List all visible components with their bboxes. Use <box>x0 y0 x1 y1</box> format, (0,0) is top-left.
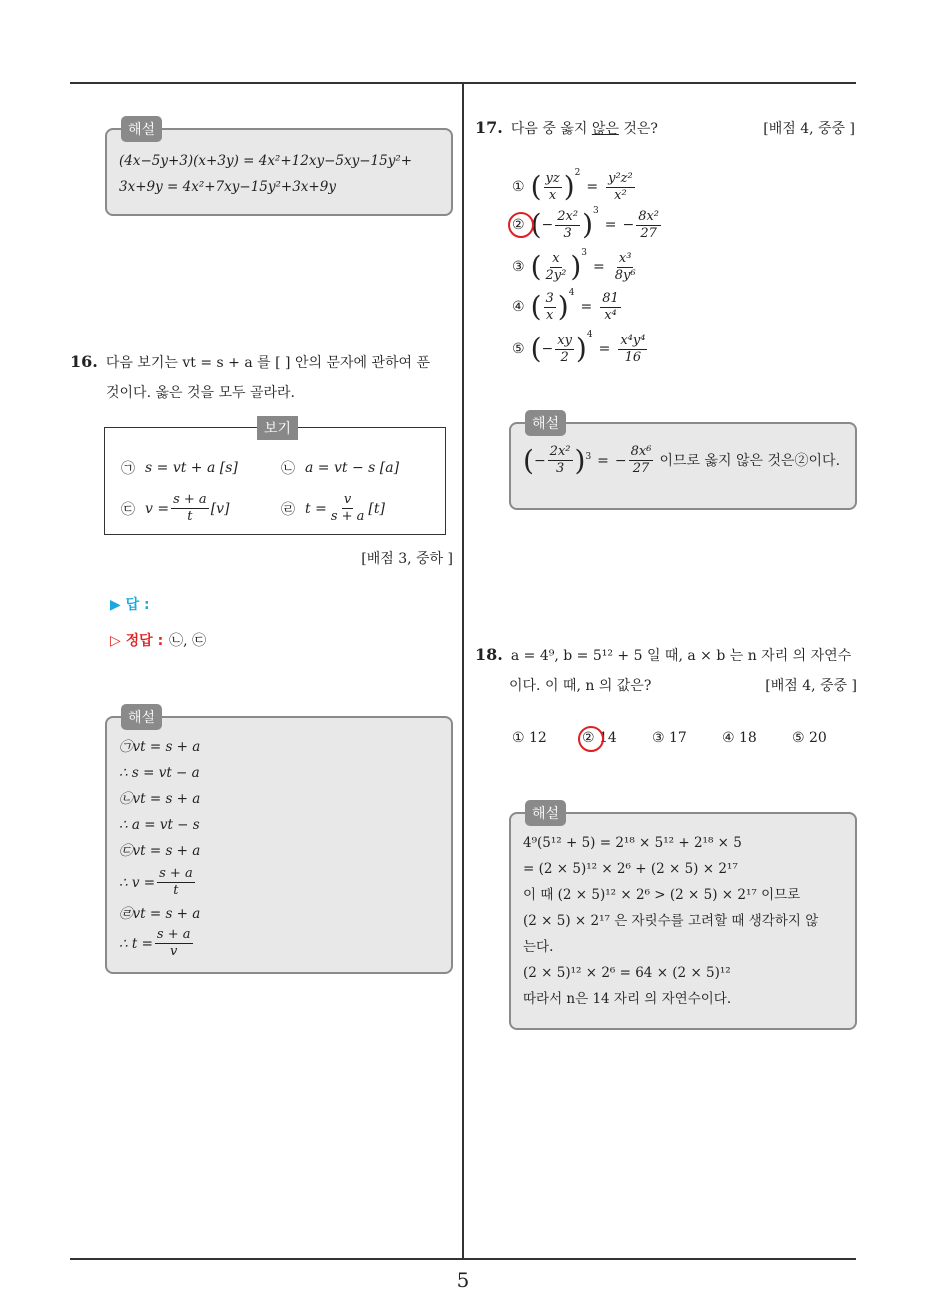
q18-sol-l4: (2 × 5) × 2¹⁷ 은 자릿수를 고려할 때 생각하지 않 <box>523 913 819 929</box>
q16-sol-l8-lhs: ∴ t = <box>119 935 153 952</box>
q17-sol-den: 3 <box>555 461 565 476</box>
q16-number: 16. <box>70 352 98 371</box>
bogi-den-d: s + a <box>330 509 365 524</box>
q17-number: 17. <box>475 118 503 137</box>
q16-sol-l8 <box>119 927 439 960</box>
q16-sol-l8-den: v <box>170 944 178 959</box>
bogi-tail-c: [v] <box>210 500 230 517</box>
q18-sol-l3: 이 때 (2 × 5)¹² × 2⁶ > (2 × 5) × 2¹⁷ 이므로 <box>523 887 801 903</box>
q17-question <box>475 118 855 138</box>
q17-sol-tail: 이므로 옳지 않은 것은②이다. <box>659 452 841 469</box>
c5-num: xy <box>557 332 572 348</box>
choice-mark: ① <box>512 730 525 746</box>
q17-text-post: 것은? <box>618 121 658 137</box>
c4-den: x <box>545 307 554 323</box>
q17-text-pre: 다음 중 옳지 <box>510 121 592 137</box>
c1-num: yz <box>545 170 560 186</box>
choice-mark: ③ <box>652 730 665 746</box>
solution-tab: 해설 <box>121 704 162 730</box>
bogi-mark-d: ㉣ <box>281 501 295 518</box>
correct-value: ㉡, ㉢ <box>169 633 207 649</box>
c2-rden: 27 <box>640 225 657 241</box>
c3-num: x <box>552 250 560 266</box>
choice-value: 18 <box>739 730 757 746</box>
c5-rden: 16 <box>624 349 642 365</box>
choice-mark: ② <box>512 217 525 233</box>
q18-choice-5[interactable] <box>792 730 852 746</box>
choice-mark: ③ <box>512 259 525 275</box>
q16-sol-l5: ㉢vt = s + a <box>119 843 201 859</box>
q17-selected-mark <box>508 212 534 238</box>
choice-value: 12 <box>529 730 547 746</box>
q17-choice-5[interactable]: ⑤ ( − $\frac{xy}{2}$ ) $^4$ = $\frac{\text{x⁴y⁴}}{16}$ <box>512 330 646 365</box>
bottom-rule <box>70 1258 856 1260</box>
q17-choice-2[interactable]: ② ( − $\frac{\text{2x²}}{3}$ ) $^3$ = − $\frac{\text{8x²}}{27}$ <box>512 206 660 241</box>
choice-mark: ① <box>512 179 525 195</box>
bogi-item-b <box>281 458 399 478</box>
q18-sol-l5: 는다. <box>523 939 554 955</box>
c3-exp: 3 <box>581 248 587 258</box>
q16-score: [배점 3, 중하 ] <box>361 551 453 567</box>
q18-text-line2: 이다. 이 때, n 의 값은? <box>509 678 652 694</box>
c4-rden: x⁴ <box>604 307 617 323</box>
q16-sol-l2: ∴ s = vt − a <box>119 765 200 781</box>
q18-choice-3[interactable] <box>652 730 722 746</box>
c5-rnum: x⁴y⁴ <box>620 332 646 348</box>
q16-text-line2: 것이다. 옳은 것을 모두 골라라. <box>106 385 295 401</box>
c4-exp: 4 <box>568 288 575 298</box>
q16-solution-box <box>105 710 453 974</box>
c2-den: 3 <box>563 225 572 241</box>
column-divider <box>462 84 464 1260</box>
q15-solution-box <box>105 122 453 216</box>
q18-question <box>475 645 857 695</box>
bogi-frac-c <box>171 492 209 525</box>
q16-sol-l1: ㉠vt = s + a <box>119 739 201 755</box>
bogi-mark-c: ㉢ <box>121 501 135 518</box>
q16-sol-l6-lhs: ∴ v = <box>119 874 156 891</box>
bogi-item-a <box>121 458 238 478</box>
bogi-mark-b: ㉡ <box>281 461 295 477</box>
bogi-tab: 보기 <box>257 416 298 440</box>
c2-rsign: − <box>622 217 635 233</box>
q18-selected-mark <box>578 726 604 752</box>
bogi-item-d <box>281 492 385 525</box>
q17-sol-rnum: 8x⁶ <box>630 444 652 459</box>
q17-choice-4[interactable]: ④ ( $\frac{3}{x}$ ) $^4$ = $\frac{81}{\text{x⁴}}$ <box>512 288 619 323</box>
c5-sign: − <box>541 341 554 357</box>
choice-mark: ④ <box>512 299 525 315</box>
q18-sol-l2: = (2 × 5)¹² × 2⁶ + (2 × 5) × 2¹⁷ <box>523 861 738 877</box>
c2-exp: 3 <box>593 206 599 216</box>
q15-solution-line1: (4x−5y+3)(x+3y) = 4x²+12xy−5xy−15y²+ <box>119 153 413 169</box>
bogi-den-c: t <box>187 509 193 524</box>
bogi-tail-d: [t] <box>368 500 385 517</box>
q16-sol-l4: ∴ a = vt − s <box>119 817 200 833</box>
bogi-item-c <box>121 492 230 525</box>
c2-sign: − <box>541 217 554 233</box>
q18-sol-l7: 따라서 n은 14 자리 의 자연수이다. <box>523 991 732 1007</box>
bogi-num-d: v <box>343 492 352 507</box>
q18-choice-4[interactable] <box>722 730 792 746</box>
q16-sol-l6-num: s + a <box>159 866 193 881</box>
q18-sol-l1: 4⁹(5¹² + 5) = 2¹⁸ × 5¹² + 2¹⁸ × 5 <box>523 835 742 851</box>
q18-choice-1[interactable] <box>512 730 582 746</box>
q18-sol-l6: (2 × 5)¹² × 2⁶ = 64 × (2 × 5)¹² <box>523 965 731 981</box>
c2-num: 2x² <box>557 208 579 224</box>
bogi-frac-d <box>329 492 367 525</box>
bogi-expr-a: s = vt + a [s] <box>145 460 238 476</box>
c1-den: x <box>548 187 557 203</box>
choice-value: 20 <box>809 730 827 746</box>
c1-rnum: y²z² <box>608 170 633 186</box>
q17-choice-3[interactable]: ③ ( $\frac{x}{\text{2y²}}$ ) $^3$ = $\frac{\text{x³}}{\text{8y⁶}}$ <box>512 248 636 283</box>
q16-sol-l6 <box>119 866 439 899</box>
q17-text-underlined: 않은 <box>591 121 619 137</box>
choice-mark: ⑤ <box>512 341 525 357</box>
choice-mark: ⑤ <box>792 730 805 746</box>
c4-rnum: 81 <box>602 290 619 306</box>
bogi-num-c: s + a <box>173 492 207 507</box>
q18-solution-box <box>509 806 857 1030</box>
c1-exp: 2 <box>574 168 581 178</box>
q16-bogi-box <box>104 421 446 535</box>
q18-text-line1: a = 4⁹, b = 5¹² + 5 일 때, a × b 는 n 자리 의 자연수 <box>510 648 852 664</box>
q17-sol-exp: 3 <box>585 452 592 462</box>
answer-label: ▶ 답 : <box>110 597 150 613</box>
bogi-lhs-d: t = <box>305 500 327 517</box>
solution-tab: 해설 <box>525 410 566 436</box>
correct-answer-row <box>110 630 206 650</box>
q17-solution-box: 해설 ( − $\frac{\text{2x²}}{3}$ ) $^3$ = − $\frac{\text{8x⁶}}{27}$ 이므로 옳지 않은 것은②이다. <box>509 422 857 510</box>
q15-solution-line2: 3x+9y = 4x²+7xy−15y²+3x+9y <box>119 179 336 195</box>
page-number: 5 <box>456 1268 470 1292</box>
solution-tab: 해설 <box>525 800 566 826</box>
q16-sol-l3: ㉡vt = s + a <box>119 791 201 807</box>
correct-label: ▷ 정답 : <box>110 633 164 649</box>
bogi-lhs-c: v = <box>145 500 170 517</box>
bogi-mark-a: ㉠ <box>121 461 135 477</box>
c5-den: 2 <box>560 349 569 365</box>
c5-exp: 4 <box>586 330 593 340</box>
q17-choice-1[interactable]: ① ( $\frac{yz}{x}$ ) $^2$ = $\frac{\text{y²z²}}{\text{x²}}$ <box>512 168 633 203</box>
q16-sol-l6-den: t <box>173 883 179 898</box>
bogi-expr-b: a = vt − s [a] <box>305 460 400 476</box>
choice-value: 17 <box>669 730 687 746</box>
solution-tab: 해설 <box>121 116 162 142</box>
q18-number: 18. <box>475 645 503 664</box>
q18-choices <box>512 730 852 746</box>
q16-question <box>70 352 460 402</box>
c2-rnum: 8x² <box>638 208 660 224</box>
q18-score: [배점 4, 중중 ] <box>765 678 857 694</box>
choice-mark: ② <box>582 730 595 746</box>
choice-mark: ④ <box>722 730 735 746</box>
c3-rnum: x³ <box>618 250 632 266</box>
c3-rden: 8y⁶ <box>614 267 636 283</box>
q16-sol-l8-num: s + a <box>156 927 191 942</box>
q16-sol-l7: ㉣vt = s + a <box>119 906 201 922</box>
q17-score: [배점 4, 중중 ] <box>763 121 855 137</box>
c3-den: 2y² <box>545 267 567 283</box>
c4-num: 3 <box>545 290 554 306</box>
q17-sol-rden: 27 <box>632 461 650 476</box>
choice-value: 14 <box>599 730 617 746</box>
q17-sol-num: 2x² <box>549 444 571 459</box>
c1-rden: x² <box>614 187 627 203</box>
q16-text-line1: 다음 보기는 vt = s + a 를 [ ] 안의 문자에 관하여 푼 <box>105 355 431 371</box>
